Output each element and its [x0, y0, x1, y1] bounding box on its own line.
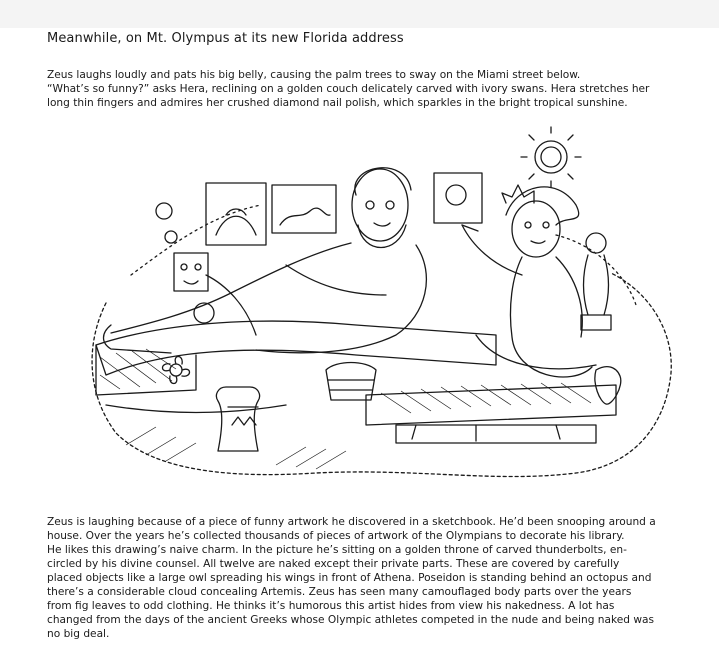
flower-icon [165, 231, 177, 243]
wall-painting-icon [272, 185, 336, 233]
wall-painting-icon [434, 173, 482, 223]
story-line: no big deal. [47, 628, 110, 640]
story-line: from fig leaves to odd clothing. He thinks it’s humorous this artist hides from view his nakedness. A lot has [47, 600, 615, 612]
story-line: Zeus is laughing because of a piece of funny artwork he discovered in a sketchbook. He’d been snooping around a [47, 516, 656, 528]
story-line: changed from the days of the ancient Greeks whose Olympic athletes competed in the nude and being naked was [47, 614, 655, 626]
story-line: placed objects like a large owl spreading his wings in front of Athena. Poseidon is standing behind an octopus and [47, 572, 652, 584]
zeus-hera-illustration [36, 125, 688, 513]
story-line: circled by his divine counsel. All twelve are naked except their private parts. These are covered by carefully [47, 558, 620, 570]
zeus-figure [104, 168, 427, 353]
intro-paragraph [47, 68, 682, 110]
top-bar [0, 0, 719, 28]
page-title: Meanwhile, on Mt. Olympus at its new Florida address [47, 31, 404, 46]
flower-icon [194, 303, 214, 323]
story-line: house. Over the years he’s collected thousands of pieces of artwork of the Olympians to decorate his library. [47, 530, 625, 542]
hibiscus-icon [163, 357, 190, 384]
story-line: He likes this drawing’s naive charm. In the picture he’s sitting on a golden throne of carved thunderbolts, en- [47, 544, 627, 556]
intro-line: long thin fingers and admires her crushed diamond nail polish, which sparkles in the bright tropical sunshine. [47, 97, 628, 109]
story-line: there’s a considerable cloud concealing Artemis. Zeus has seen many camouflaged body parts over the years [47, 586, 632, 598]
intro-line: Zeus laughs loudly and pats his big belly, causing the palm trees to sway on the Miami street below. [47, 69, 581, 81]
story-paragraph [47, 515, 682, 641]
vase-icon [216, 387, 259, 451]
carved-mask-icon [174, 253, 208, 291]
flower-icon [156, 203, 172, 219]
statue-icon [581, 233, 611, 330]
intro-line: “What’s so funny?” asks Hera, reclining on a golden couch delicately carved with ivory swans. Hera stretches her [47, 83, 650, 95]
wall-painting-icon [206, 183, 266, 245]
sun-icon [521, 127, 581, 187]
